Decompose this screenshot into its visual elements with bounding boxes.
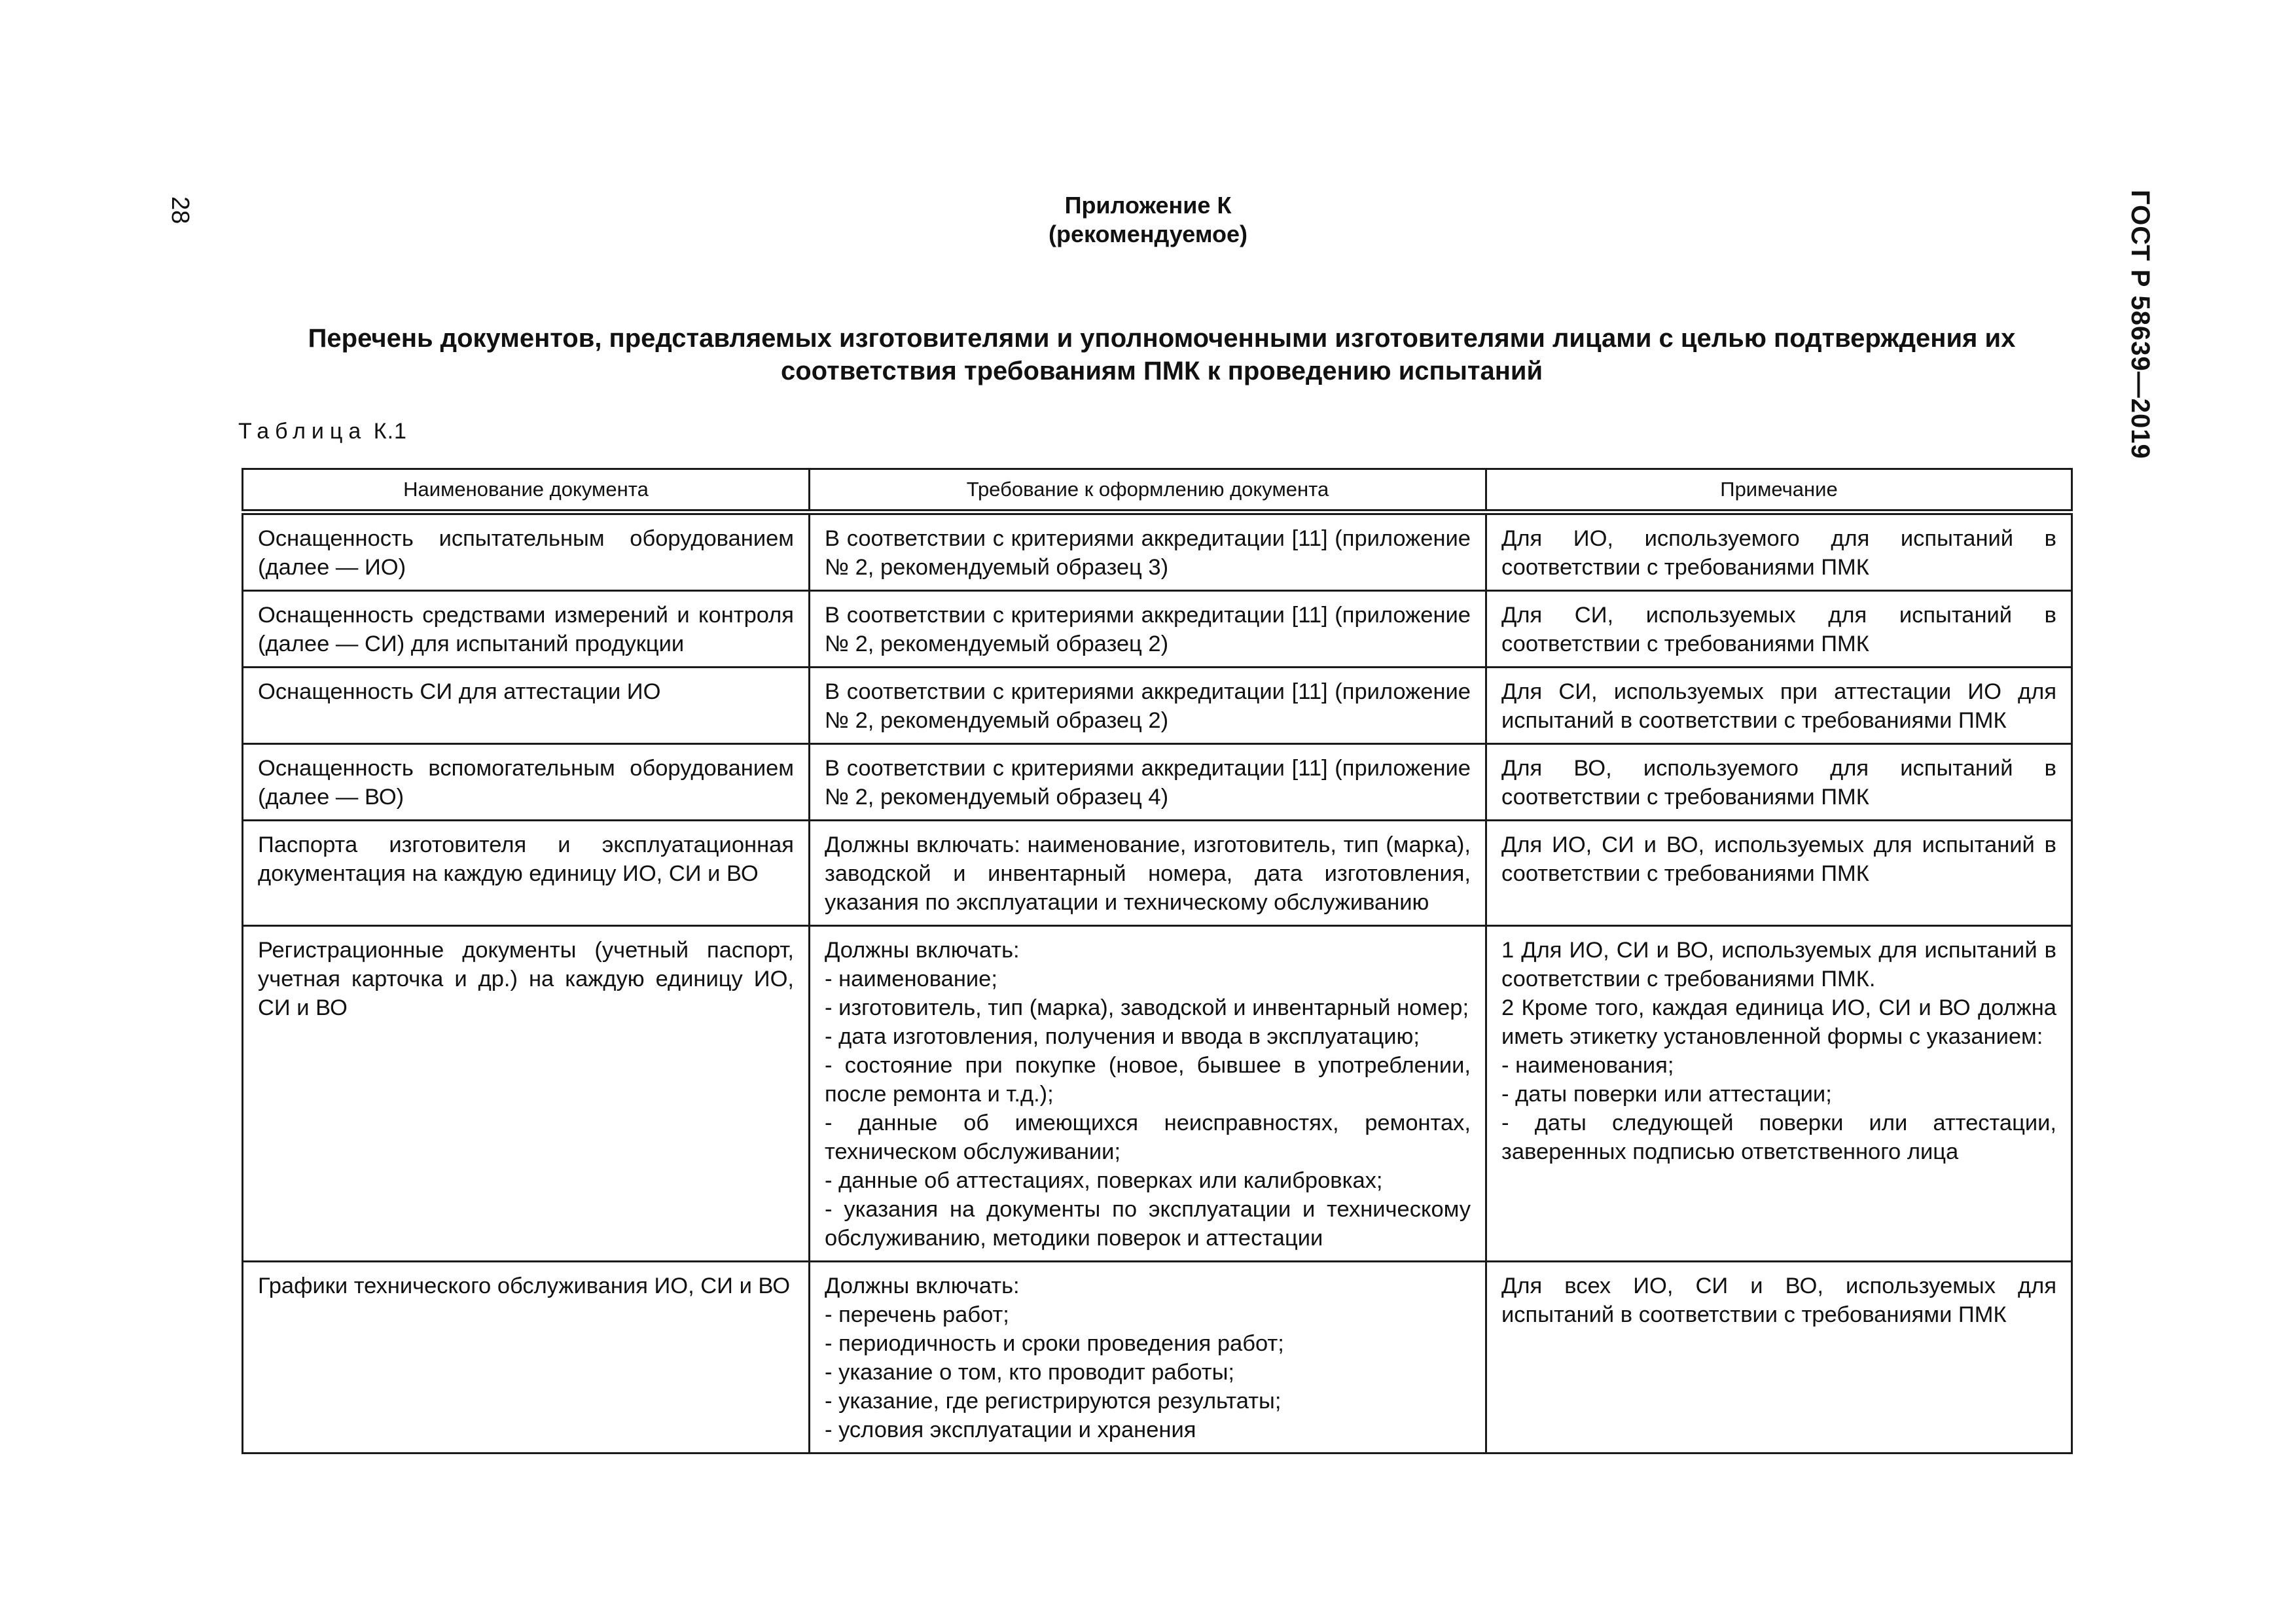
cell-note <box>1486 1262 2072 1454</box>
table-row <box>243 744 2072 821</box>
cell-document-name: Оснащенность испытательным оборудованием (далее — ИО) <box>243 512 810 591</box>
table-row <box>243 668 2072 744</box>
table-row <box>243 821 2072 926</box>
requirement-line: - данные об аттестациях, поверках или калибровках; <box>825 1168 1383 1193</box>
requirement-line: - состояние при покупке (новое, бывшее в употреблении, после ремонта и т.д.); <box>825 1053 1471 1107</box>
table-row <box>243 512 2072 591</box>
note-line: Для СИ, используемых для испытаний в соответствии с требованиями ПМК <box>1501 603 2056 656</box>
requirement-line: В соответствии с критериями аккредитации [11] (приложение № 2, рекомендуемый образец 3) <box>825 526 1471 580</box>
cell-requirement <box>810 591 1486 668</box>
note-line: Для ИО, используемого для испытаний в соответствии с требованиями ПМК <box>1501 526 2056 580</box>
cell-note <box>1486 926 2072 1262</box>
note-line: 1 Для ИО, СИ и ВО, используемых для испытаний в соответствии с требованиями ПМК. <box>1501 938 2056 991</box>
cell-document-name: Оснащенность СИ для аттестации ИО <box>243 668 810 744</box>
cell-document-name: Регистрационные документы (учетный паспорт, учетная карточка и др.) на каждую единицу ИО, СИ и ВО <box>243 926 810 1262</box>
requirement-line: - наименование; <box>825 967 997 991</box>
table-header-row <box>243 469 2072 512</box>
page-number: 28 <box>166 196 194 224</box>
cell-requirement <box>810 668 1486 744</box>
requirement-line: - указание о том, кто проводит работы; <box>825 1360 1234 1385</box>
list-heading: Перечень документов, представляемых изготовителями и уполномоченными изготовителями лицами с целью подтверждения их соответствия требованиям ПМК к проведению испытаний <box>308 324 2016 385</box>
requirement-line: В соответствии с критериями аккредитации [11] (приложение № 2, рекомендуемый образец 2) <box>825 679 1471 733</box>
requirement-line: - условия эксплуатации и хранения <box>825 1418 1196 1442</box>
table-row <box>243 1262 2072 1454</box>
cell-document-name: Графики технического обслуживания ИО, СИ и ВО <box>243 1262 810 1454</box>
note-line: Для ИО, СИ и ВО, используемых для испытаний в соответствии с требованиями ПМК <box>1501 832 2056 886</box>
requirement-line: - дата изготовления, получения и ввода в эксплуатацию; <box>825 1024 1420 1049</box>
documents-table <box>242 468 2073 1454</box>
table-caption <box>238 419 407 444</box>
cell-requirement <box>810 1262 1486 1454</box>
requirement-line: Должны включать: <box>825 938 1020 963</box>
requirement-line: - периодичность и сроки проведения работ; <box>825 1331 1284 1356</box>
table-caption-word: Таблица <box>238 419 367 444</box>
standard-code: ГОСТ Р 58639—2019 <box>2126 190 2155 459</box>
requirement-line: В соответствии с критериями аккредитации [11] (приложение № 2, рекомендуемый образец 4) <box>825 756 1471 810</box>
requirement-line: - указание, где регистрируются результаты; <box>825 1389 1282 1414</box>
appendix-status: (рекомендуемое) <box>1049 221 1247 247</box>
header-requirement: Требование к оформлению документа <box>810 469 1486 512</box>
note-line: - наименования; <box>1501 1053 1674 1078</box>
note-line: Для ВО, используемого для испытаний в соответствии с требованиями ПМК <box>1501 756 2056 810</box>
cell-document-name: Паспорта изготовителя и эксплуатационная документация на каждую единицу ИО, СИ и ВО <box>243 821 810 926</box>
note-line: Для всех ИО, СИ и ВО, используемых для испытаний в соответствии с требованиями ПМК <box>1501 1274 2056 1327</box>
cell-requirement <box>810 744 1486 821</box>
cell-requirement <box>810 512 1486 591</box>
requirement-line: - указания на документы по эксплуатации и техническому обслуживанию, методики поверок и аттестации <box>825 1197 1471 1251</box>
requirement-line: - данные об имеющихся неисправностях, ремонтах, техническом обслуживании; <box>825 1111 1471 1164</box>
table-row <box>243 926 2072 1262</box>
requirement-line: - перечень работ; <box>825 1302 1009 1327</box>
note-line: 2 Кроме того, каждая единица ИО, СИ и ВО должна иметь этикетку установленной формы с указанием: <box>1501 995 2056 1049</box>
table-body <box>243 512 2072 1454</box>
note-line: - даты поверки или аттестации; <box>1501 1082 1832 1107</box>
cell-requirement <box>810 926 1486 1262</box>
cell-document-name: Оснащенность средствами измерений и контроля (далее — СИ) для испытаний продукции <box>243 591 810 668</box>
appendix-title: Приложение К <box>1064 192 1232 219</box>
cell-note <box>1486 591 2072 668</box>
header-document-name: Наименование документа <box>243 469 810 512</box>
cell-document-name: Оснащенность вспомогательным оборудованием (далее — ВО) <box>243 744 810 821</box>
note-line: Для СИ, используемых при аттестации ИО для испытаний в соответствии с требованиями ПМК <box>1501 679 2056 733</box>
cell-note <box>1486 668 2072 744</box>
cell-requirement <box>810 821 1486 926</box>
requirement-line: - изготовитель, тип (марка), заводской и инвентарный номер; <box>825 995 1469 1020</box>
note-line: - даты следующей поверки или аттестации, заверенных подписью ответственного лица <box>1501 1111 2056 1164</box>
cell-note <box>1486 821 2072 926</box>
requirement-line: Должны включать: <box>825 1274 1020 1298</box>
cell-note <box>1486 744 2072 821</box>
table-caption-number: К.1 <box>373 419 407 444</box>
header-note: Примечание <box>1486 469 2072 512</box>
cell-note <box>1486 512 2072 591</box>
table-row <box>243 591 2072 668</box>
requirement-line: Должны включать: наименование, изготовитель, тип (марка), заводской и инвентарный номера, дата изготовления, указания по эксплуатации и техническому обслуживанию <box>825 832 1471 915</box>
requirement-line: В соответствии с критериями аккредитации [11] (приложение № 2, рекомендуемый образец 2) <box>825 603 1471 656</box>
